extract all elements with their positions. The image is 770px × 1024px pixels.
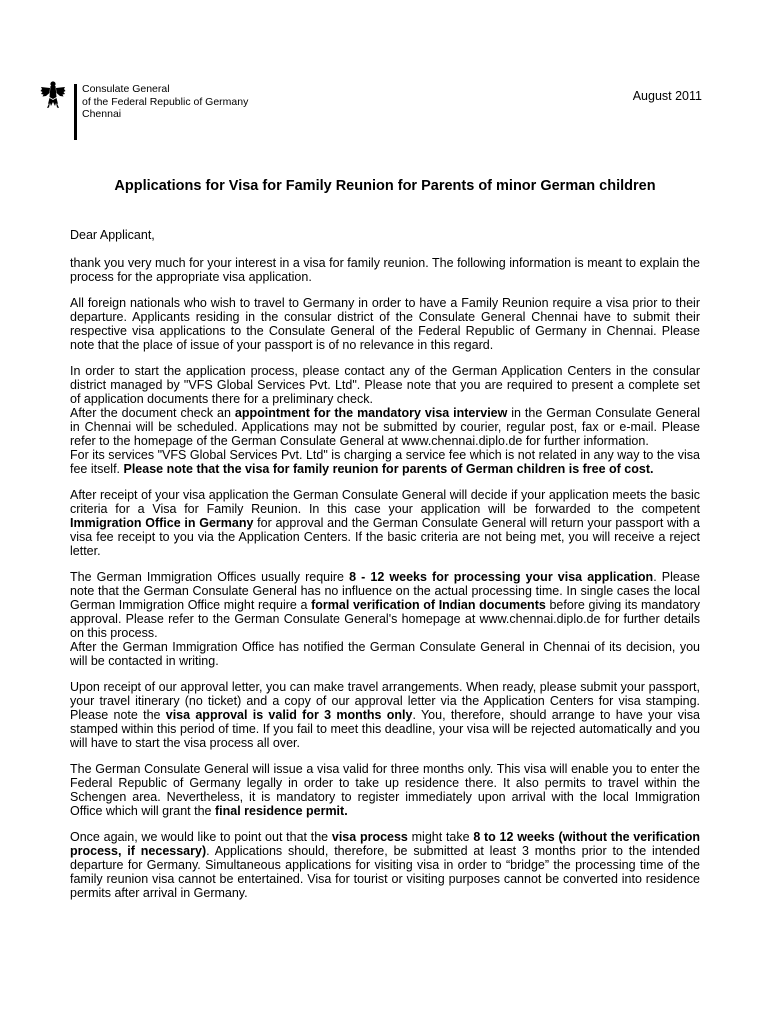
organization-name [82,83,248,121]
paragraph-1: thank you very much for your interest in a visa for family reunion. The following information is meant to explain the process for the appropriate visa application. [70,256,700,284]
org-line-2: of the Federal Republic of Germany [82,95,249,108]
org-line-3: Chennai [82,108,122,120]
paragraph-4: After receipt of your visa application the German Consulate General will decide if your application meets the basic criteria for a Visa for Family Reunion. In this case your application will be forwarded to the competent Immigration Office in Germany for approval and the German Consulate General will return your passport with a visa fee receipt to you via the Application Centers. If the basic criteria are not being met, you will receive a reject letter. [70,488,700,558]
paragraph-5: The German Immigration Offices usually require 8 - 12 weeks for processing your visa application. Please note that the German Consulate General has no influence on the actual processing time. In single cases the local German Immigration Office might require a formal verification of Indian documents before giving its mandatory approval. Please refer to the German Consulate General's homepage at www.chennai.diplo.de for further details on this process. After the German Immigration Office has notified the German Consulate General in Chennai of its decision, you will be contacted in writing. [70,570,701,668]
letter-body [70,256,700,912]
letter-date: August 2011 [632,89,702,103]
federal-eagle-icon [40,80,66,110]
paragraph-2: All foreign nationals who wish to travel to Germany in order to have a Family Reunion require a visa prior to their departure. Applicants residing in the consular district of the Consulate General Chennai have to submit their respective visa applications to the Consulate General of the Federal Republic of Germany in Chennai. Please note that the place of issue of your passport is of no relevance in this regard. [70,296,700,352]
greeting: Dear Applicant, [70,228,155,242]
org-line-1: Consulate General [82,83,170,95]
document-title: Applications for Visa for Family Reunion for Parents of minor German children [114,178,656,194]
header-divider [74,84,77,140]
paragraph-8: Once again, we would like to point out that the visa process might take 8 to 12 weeks (without the verification process, if necessary). Applications should, therefore, be submitted at least 3 months prior to the intended departure for Germany. Simultaneous applications for visiting visa in order to “bridge” the processing time of the family reunion visa cannot be entertained. Visa for tourist or visiting purposes cannot be converted into residence permits after arrival in Germany. [70,830,700,900]
paragraph-7: The German Consulate General will issue a visa valid for three months only. This visa will enable you to enter the Federal Republic of Germany legally in order to take up residence there. It also permits to travel within the Schengen area. Nevertheless, it is mandatory to register immediately upon arrival with the local Immigration Office which will grant the final residence permit. [70,762,700,818]
paragraph-3: In order to start the application process, please contact any of the German Application Centers in the consular district managed by "VFS Global Services Pvt. Ltd". Please note that you are required to present a complete set of application documents there for a preliminary check. After the document check an appointment for the mandatory visa interview in the German Consulate General in Chennai will be scheduled. Applications may not be submitted by courier, regular post, fax or e-mail. Please refer to the homepage of the German Consulate General at www.chennai.diplo.de for further information. For its services "VFS Global Services Pvt. Ltd" is charging a service fee which is not related in any way to the visa fee itself. Please note that the visa for family reunion for parents of German children is free of cost. [70,364,700,476]
paragraph-6: Upon receipt of our approval letter, you can make travel arrangements. When ready, please submit your passport, your travel itinerary (no ticket) and a copy of our approval letter via the Application Centers for visa stamping. Please note the visa approval is valid for 3 months only. You, therefore, should arrange to have your visa stamped within this period of time. If you fail to meet this deadline, your visa will be rejected automatically and you will have to start the visa process all over. [70,680,700,750]
